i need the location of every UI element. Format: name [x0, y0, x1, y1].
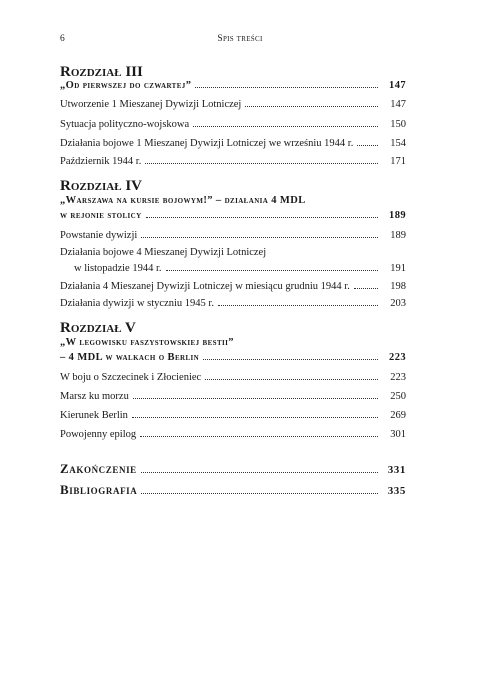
chapter-5-label: Rozdział V — [60, 320, 136, 336]
leader-dots — [357, 144, 378, 146]
leader-dots — [354, 287, 378, 289]
toc-entry: Powojenny epilog 301 — [60, 429, 406, 440]
running-title: Spis treści — [217, 34, 263, 44]
chapter-4-subtitle-line1: „Warszawa na kursie bojowym!” – działania 4 MDL — [60, 195, 306, 206]
chapter-4-subtitle: w rejonie stolicy 189 — [60, 210, 406, 221]
toc-entry: Październik 1944 r. 171 — [60, 156, 406, 167]
toc-entry: Działania 4 Mieszanej Dywizji Lotniczej w miesiącu grudniu 1944 r. 198 — [60, 281, 406, 292]
toc-entry-conclusion: Zakończenie 331 — [60, 461, 406, 476]
toc-entry: Kierunek Berlin 269 — [60, 410, 406, 421]
toc-entry: Działania dywizji w styczniu 1945 r. 203 — [60, 298, 406, 309]
toc-entry: Powstanie dywizji 189 — [60, 230, 406, 241]
leader-dots — [166, 269, 379, 271]
chapter-5-subtitle-line1: „W legowisku faszystowskiej bestii” — [60, 337, 234, 348]
leader-dots — [132, 416, 378, 418]
toc-entry: W boju o Szczecinek i Złocieniec 223 — [60, 372, 406, 383]
chapter-5-subtitle-page: 223 — [389, 352, 406, 363]
toc-entry: w listopadzie 1944 r. 191 — [74, 263, 406, 274]
toc-entry: Marsz ku morzu 250 — [60, 391, 406, 402]
toc-entry: Działania bojowe 1 Mieszanej Dywizji Lotniczej we wrześniu 1944 r. 154 — [60, 138, 406, 149]
leader-dots — [205, 378, 378, 380]
leader-dots — [193, 125, 378, 127]
toc-entry: Sytuacja polityczno-wojskowa 150 — [60, 119, 406, 130]
leader-dots — [141, 492, 378, 494]
leader-dots — [218, 304, 378, 306]
toc-entry-line1: Działania bojowe 4 Mieszanej Dywizji Lotniczej — [60, 247, 267, 258]
leader-dots — [141, 471, 378, 473]
running-head — [60, 34, 420, 48]
chapter-3-subtitle-page: 147 — [389, 80, 406, 91]
toc-entry: Utworzenie 1 Mieszanej Dywizji Lotniczej 147 — [60, 99, 406, 110]
chapter-5-subtitle: – 4 MDL w walkach o Berlin 223 — [60, 352, 406, 363]
page-number: 6 — [60, 34, 66, 44]
chapter-4-subtitle-page: 189 — [389, 210, 406, 221]
chapter-4-label: Rozdział IV — [60, 178, 142, 194]
leader-dots — [203, 358, 378, 360]
leader-dots — [145, 162, 378, 164]
chapter-3-label: Rozdział III — [60, 64, 143, 80]
leader-dots — [195, 86, 378, 88]
chapter-3-subtitle: „Od pierwszej do czwartej” 147 — [60, 80, 406, 91]
leader-dots — [140, 435, 378, 437]
toc-entry-bibliography: Bibliografia 335 — [60, 482, 406, 497]
leader-dots — [141, 236, 378, 238]
leader-dots — [146, 216, 378, 218]
leader-dots — [133, 397, 378, 399]
leader-dots — [245, 105, 378, 107]
